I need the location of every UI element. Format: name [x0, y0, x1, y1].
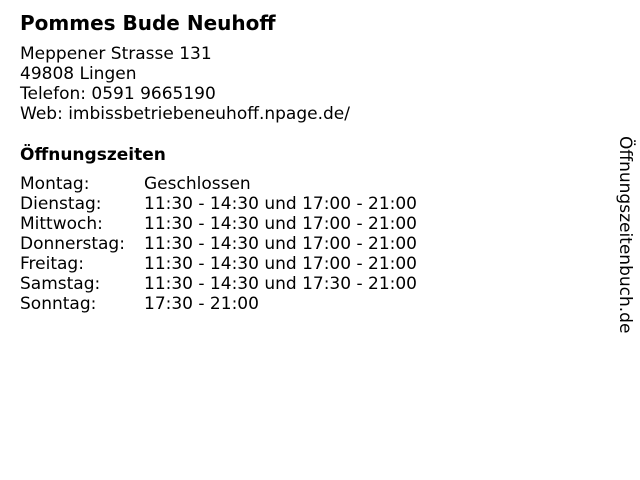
hours-row-monday	[20, 174, 417, 194]
hours-row-wednesday	[20, 214, 417, 234]
website: Web: imbissbetriebeneuhoff.npage.de/	[20, 104, 350, 124]
source-watermark: Öffnungszeitenbuch.de	[615, 136, 635, 334]
hours-row-thursday	[20, 234, 417, 254]
hours-row-sunday	[20, 294, 417, 314]
postal-city: 49808 Lingen	[20, 64, 137, 84]
day-label: Dienstag:	[20, 194, 102, 214]
phone-number: Telefon: 0591 9665190	[20, 84, 216, 104]
hours-row-tuesday	[20, 194, 417, 214]
time-value: 11:30 - 14:30 und 17:00 - 21:00	[144, 254, 417, 274]
time-value: 11:30 - 14:30 und 17:00 - 21:00	[144, 234, 417, 254]
time-value: Geschlossen	[144, 174, 251, 194]
day-label: Freitag:	[20, 254, 84, 274]
opening-hours-table	[20, 174, 417, 314]
hours-row-friday	[20, 254, 417, 274]
opening-hours-heading: Öffnungszeiten	[20, 145, 166, 165]
day-label: Samstag:	[20, 274, 101, 294]
hours-row-saturday	[20, 274, 417, 294]
business-name: Pommes Bude Neuhoff	[20, 11, 276, 35]
street-address: Meppener Strasse 131	[20, 44, 212, 64]
day-label: Sonntag:	[20, 294, 97, 314]
time-value: 11:30 - 14:30 und 17:30 - 21:00	[144, 274, 417, 294]
address-block	[20, 44, 350, 124]
day-label: Donnerstag:	[20, 234, 125, 254]
day-label: Montag:	[20, 174, 90, 194]
day-label: Mittwoch:	[20, 214, 103, 234]
time-value: 11:30 - 14:30 und 17:00 - 21:00	[144, 194, 417, 214]
time-value: 11:30 - 14:30 und 17:00 - 21:00	[144, 214, 417, 234]
time-value: 17:30 - 21:00	[144, 294, 259, 314]
